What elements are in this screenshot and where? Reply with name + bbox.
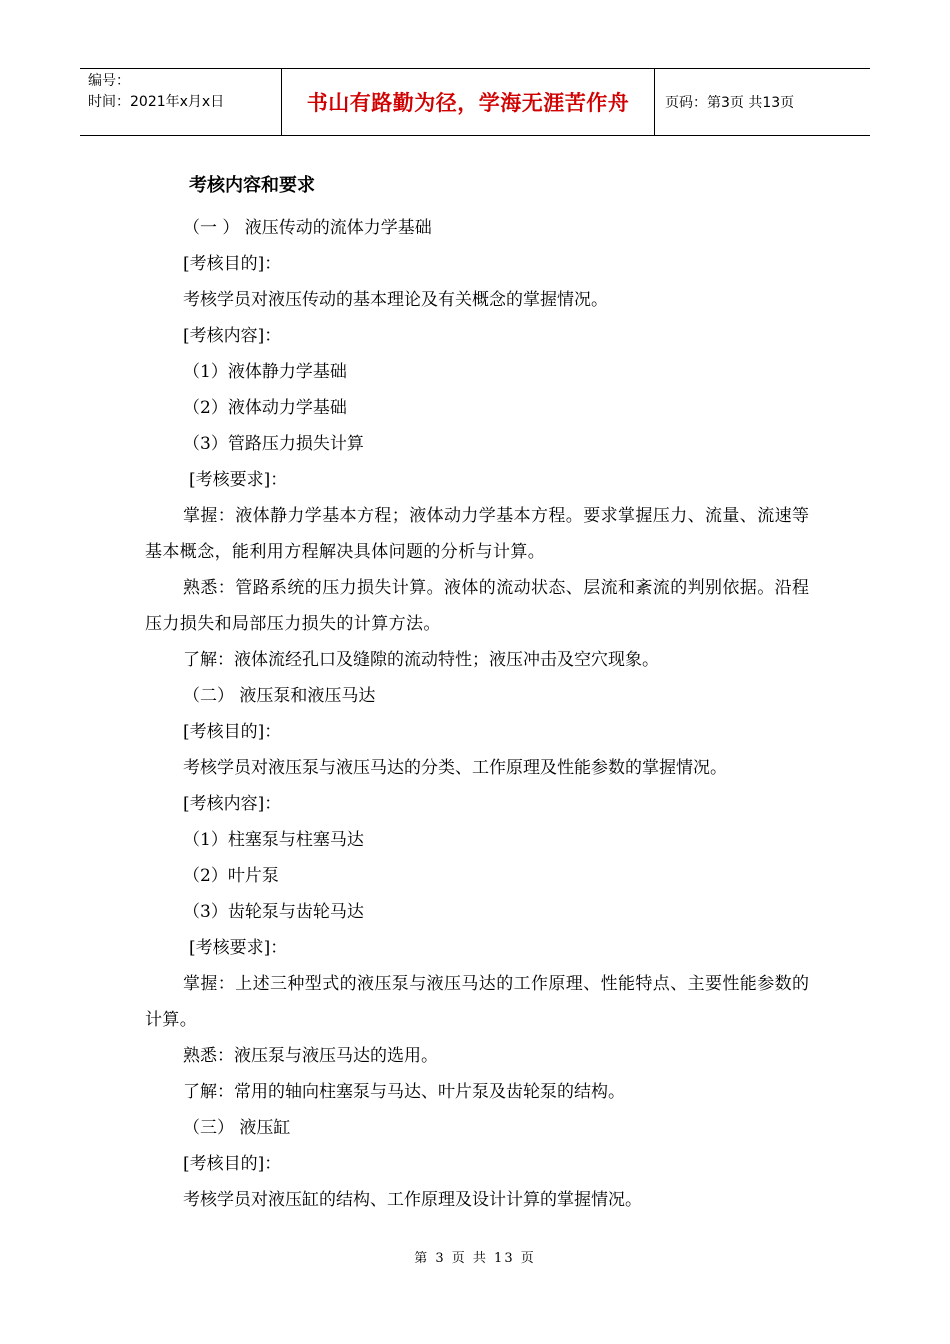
section-2-know: 了解：常用的轴向柱塞泵与马达、叶片泵及齿轮泵的结构。 xyxy=(183,1082,625,1102)
section-1-req-label: [考核要求]： xyxy=(189,470,288,490)
section-2-item-2: （2）叶片泵 xyxy=(183,866,279,886)
section-2-item-1: （1）柱塞泵与柱塞马达 xyxy=(183,830,364,850)
section-3-heading: （三） 液压缸 xyxy=(183,1118,291,1138)
section-1-goal: 考核学员对液压传动的基本理论及有关概念的掌握情况。 xyxy=(183,290,608,310)
document-body xyxy=(145,166,825,1218)
section-2-heading: （二） 液压泵和液压马达 xyxy=(183,686,376,706)
section-1-master: 掌握：液体静力学基本方程；液体动力学基本方程。要求掌握压力、流量、流速等基本概念，能利用方程解决具体问题的分析与计算。 xyxy=(145,506,810,562)
header-motto: 书山有路勤为径，学海无涯苦作舟 xyxy=(282,69,655,135)
section-1-familiar: 熟悉：管路系统的压力损失计算。液体的流动状态、层流和紊流的判别依据。沿程压力损失和局部压力损失的计算方法。 xyxy=(145,578,810,634)
number-label: 编号： xyxy=(88,73,130,89)
section-3-goal-label: [考核目的]： xyxy=(183,1154,282,1174)
page-header xyxy=(80,68,870,136)
section-2-goal-label: [考核目的]： xyxy=(183,722,282,742)
section-2-item-3: （3）齿轮泵与齿轮马达 xyxy=(183,902,364,922)
section-2-req-label: [考核要求]： xyxy=(189,938,288,958)
section-1-content-label: [考核内容]： xyxy=(183,326,282,346)
section-1-heading: （一 ） 液压传动的流体力学基础 xyxy=(183,218,432,238)
section-3-goal: 考核学员对液压缸的结构、工作原理及设计计算的掌握情况。 xyxy=(183,1190,642,1210)
time-label: 时间：2021年x月x日 xyxy=(88,94,225,110)
section-2-content-label: [考核内容]： xyxy=(183,794,282,814)
section-1-know: 了解：液体流经孔口及缝隙的流动特性；液压冲击及空穴现象。 xyxy=(183,650,659,670)
section-1-goal-label: [考核目的]： xyxy=(183,254,282,274)
header-page-info: 页码：第3页 共13页 xyxy=(665,95,795,111)
section-1-item-2: （2）液体动力学基础 xyxy=(183,398,347,418)
document-title: 考核内容和要求 xyxy=(189,175,315,196)
section-2-goal: 考核学员对液压泵与液压马达的分类、工作原理及性能参数的掌握情况。 xyxy=(183,758,727,778)
section-1-item-1: （1）液体静力学基础 xyxy=(183,362,347,382)
header-meta xyxy=(80,69,282,135)
page-footer: 第 3 页 共 13 页 xyxy=(414,1251,536,1266)
section-2-familiar: 熟悉：液压泵与液压马达的选用。 xyxy=(183,1046,438,1066)
section-1-item-3: （3）管路压力损失计算 xyxy=(183,434,364,454)
section-2-master: 掌握：上述三种型式的液压泵与液压马达的工作原理、性能特点、主要性能参数的计算。 xyxy=(145,974,810,1030)
